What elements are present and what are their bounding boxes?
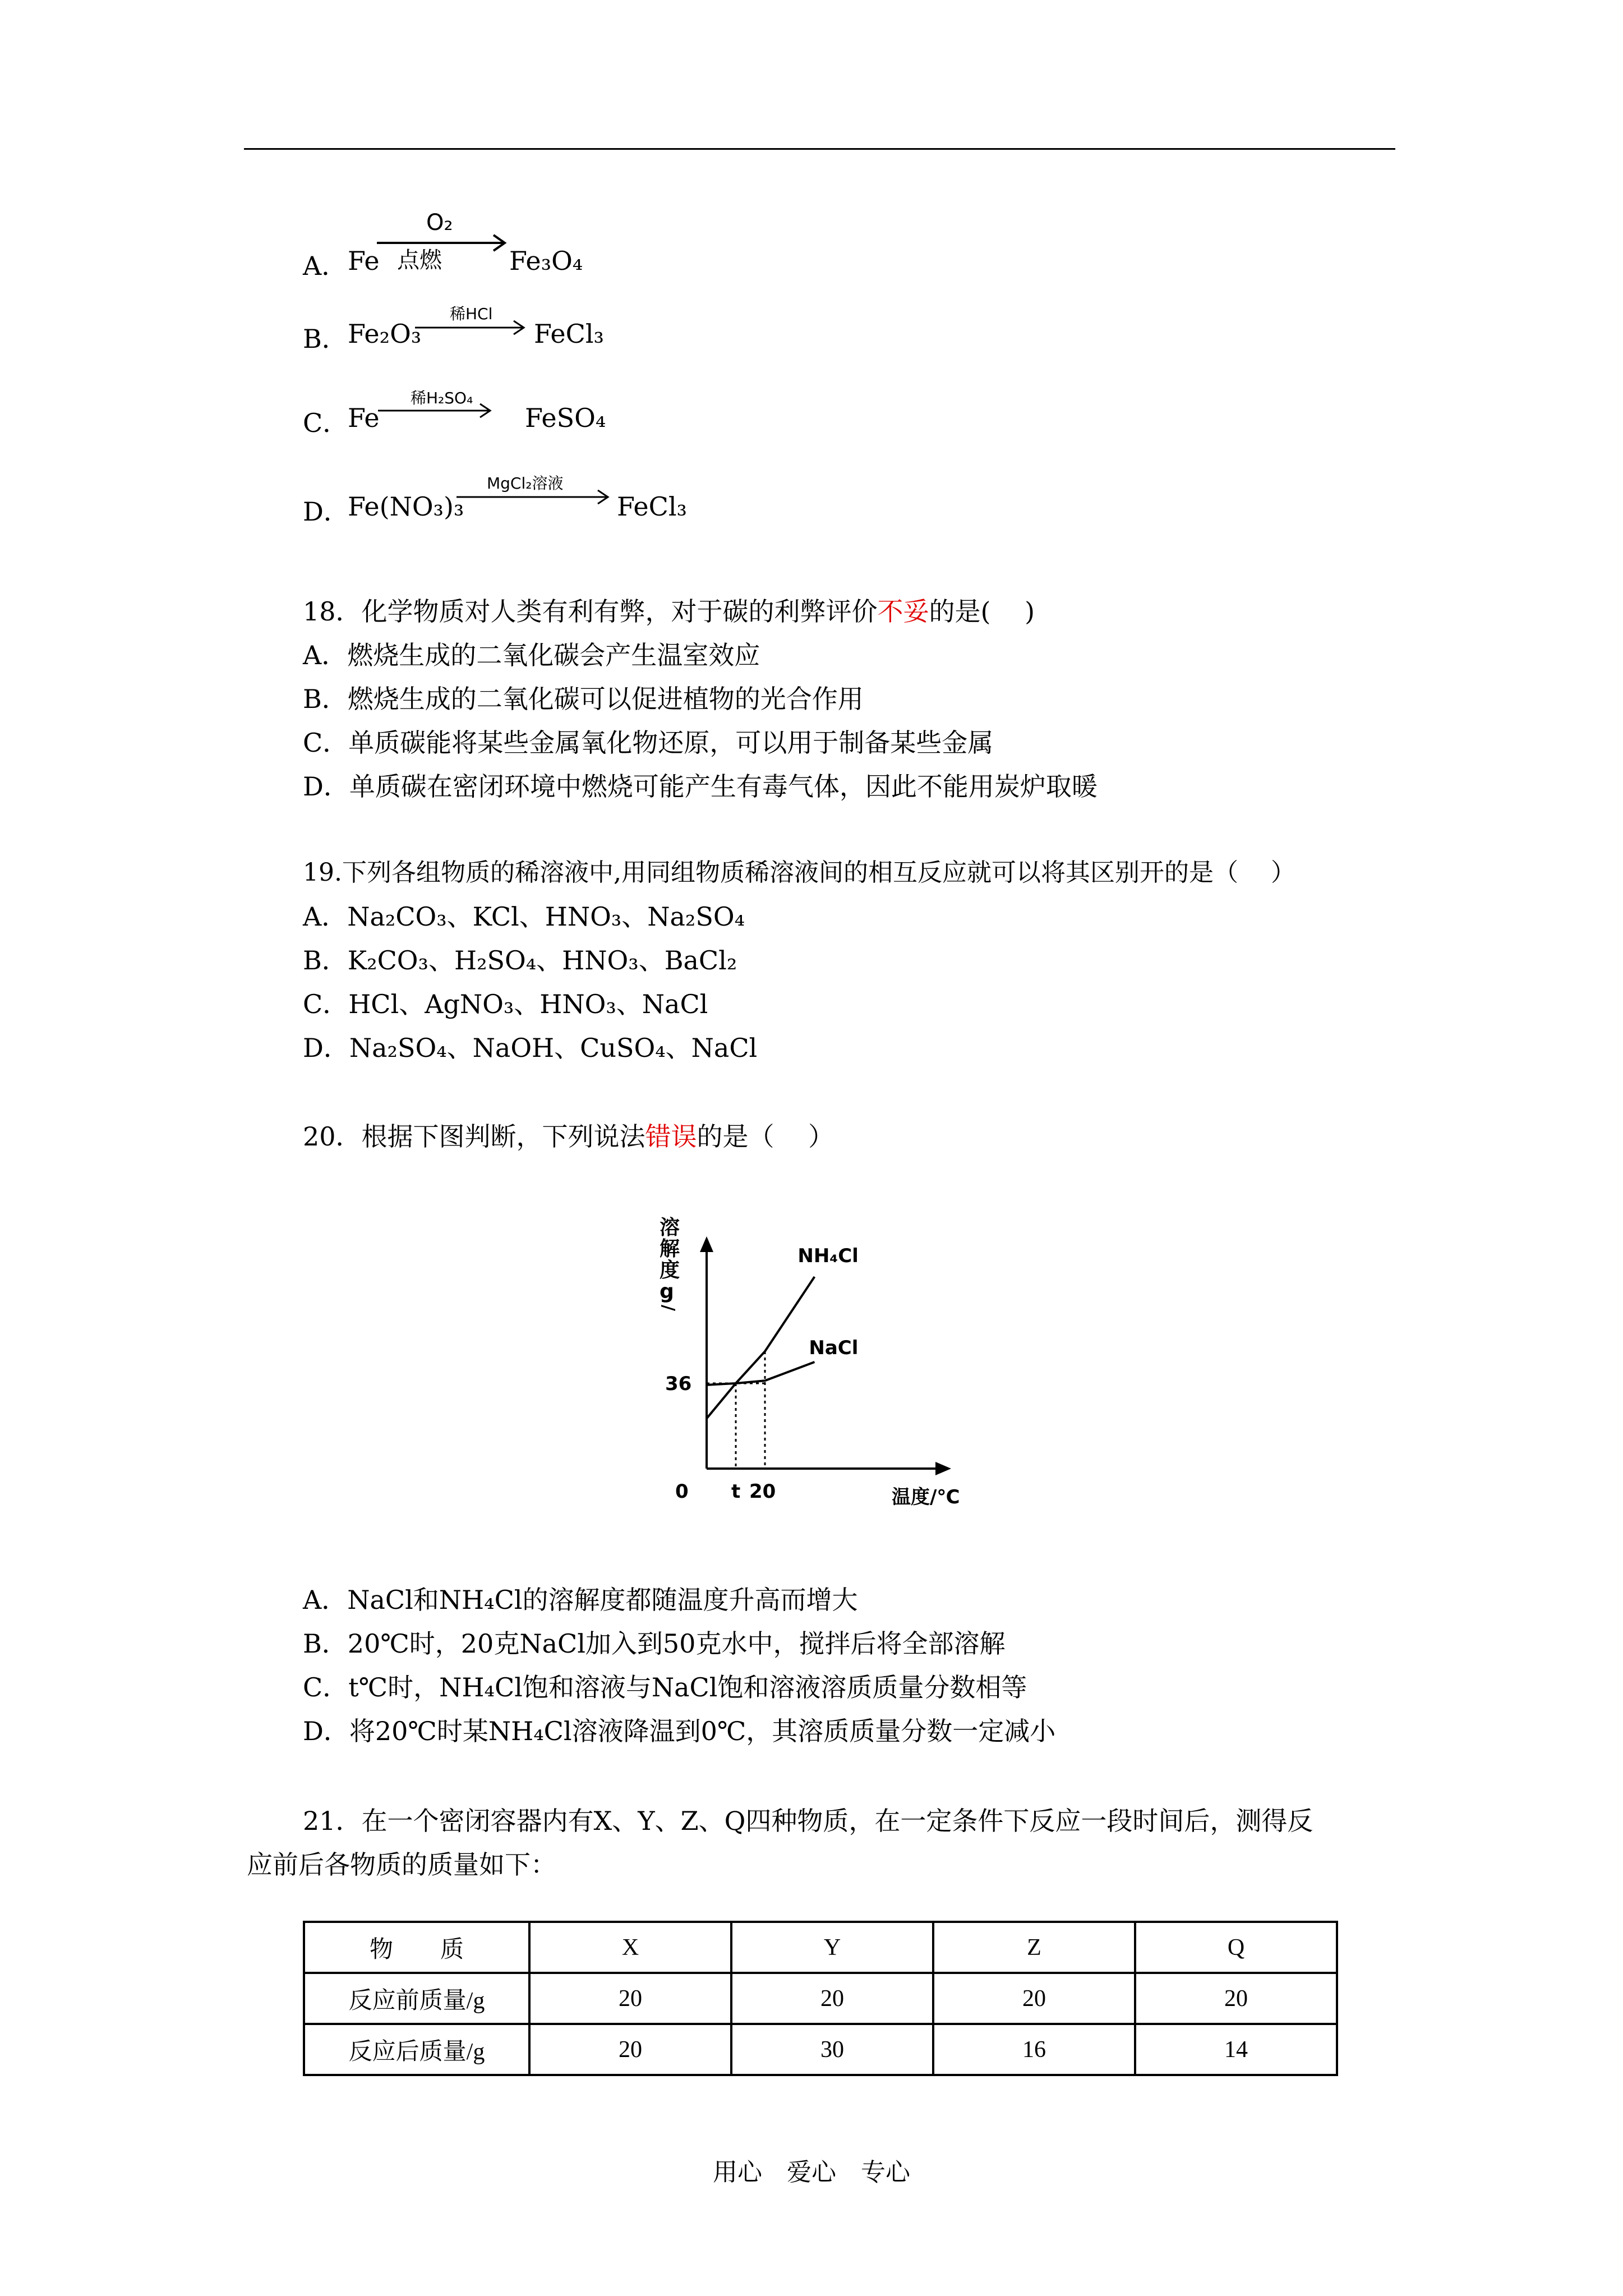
table-cell: 20 — [529, 1973, 731, 2024]
table-cell: 反应前质量/g — [304, 1973, 529, 2024]
header-rule — [244, 148, 1395, 150]
q18-option-a: A．燃烧生成的二氧化碳会产生温室效应 — [303, 640, 760, 670]
page-footer: 用心 爱心 专心 — [713, 2158, 910, 2187]
condition-above: 稀HCl — [450, 305, 493, 323]
y-axis-label-char: 度 — [660, 1259, 680, 1282]
y-axis-label-char: 解 — [660, 1237, 680, 1260]
q18-option-c: C．单质碳能将某些金属氧化物还原，可以用于制备某些金属 — [303, 728, 994, 758]
product: FeCl₃ — [617, 491, 687, 522]
table-row — [304, 2024, 1337, 2075]
x-axis-label: 温度/℃ — [892, 1486, 960, 1508]
y-axis-arrowhead — [700, 1236, 713, 1252]
table-header-row — [304, 1922, 1337, 1973]
reactant: Fe — [348, 403, 380, 433]
series-label-nacl: NaCl — [809, 1337, 859, 1359]
y-tick-label: 36 — [665, 1373, 692, 1395]
product: FeSO₄ — [525, 403, 606, 433]
q18-option-d: D．单质碳在密闭环境中燃烧可能产生有毒气体，因此不能用炭炉取暖 — [303, 771, 1098, 802]
stem-text: 18．化学物质对人类有利有弊，对于碳的利弊评价 — [303, 596, 878, 627]
table-header-cell: Y — [731, 1922, 933, 1973]
reaction-arrow — [413, 318, 527, 338]
table-header-cell: X — [529, 1922, 731, 1973]
table-cell: 20 — [933, 1973, 1135, 2024]
q19-option-d: D．Na₂SO₄、NaOH、CuSO₄、NaCl — [303, 1033, 758, 1063]
table-row — [304, 1973, 1337, 2024]
reaction-arrow — [375, 232, 509, 254]
q21-stem-line1: 21．在一个密闭容器内有X、Y、Z、Q四种物质，在一定条件下反应一段时间后，测得反 — [303, 1806, 1313, 1836]
table-header-cell: Z — [933, 1922, 1135, 1973]
emphasis-text: 错误 — [645, 1121, 697, 1152]
nacl-curve — [707, 1362, 814, 1385]
x-tick-label: t — [731, 1480, 741, 1503]
q20-option-b: B．20℃时，20克NaCl加入到50克水中，搅拌后将全部溶解 — [303, 1628, 1006, 1659]
table-cell: 20 — [529, 2024, 731, 2075]
stem-text-end: 的是（ ） — [697, 1121, 834, 1152]
option-letter: D． — [303, 496, 349, 527]
series-label-nh4cl: NH₄Cl — [797, 1245, 859, 1267]
reaction-arrow — [376, 401, 494, 421]
q19-stem: 19.下列各组物质的稀溶液中,用同组物质稀溶液间的相互反应就可以将其区别开的是（ ） — [303, 858, 1295, 887]
reactant: Fe(NO₃)₃ — [348, 491, 464, 522]
q21-stem-line2: 应前后各物质的质量如下： — [247, 1849, 556, 1880]
table-cell: 20 — [1135, 1973, 1337, 2024]
condition-above: MgCl₂溶液 — [487, 474, 564, 493]
table-cell: 14 — [1135, 2024, 1337, 2075]
product: Fe₃O₄ — [509, 246, 583, 276]
table-header-cell: 物 质 — [304, 1922, 529, 1973]
stem-text: 20．根据下图判断，下列说法 — [303, 1121, 645, 1152]
x-axis-arrowhead — [935, 1462, 951, 1475]
x-tick-label: 20 — [749, 1480, 776, 1503]
table-cell: 30 — [731, 2024, 933, 2075]
y-axis-label-char: g — [660, 1280, 674, 1303]
table-header-cell: Q — [1135, 1922, 1337, 1973]
condition-above: 稀H₂SO₄ — [411, 389, 473, 407]
table-cell: 16 — [933, 2024, 1135, 2075]
q18-option-b: B．燃烧生成的二氧化碳可以促进植物的光合作用 — [303, 684, 864, 714]
option-letter: A． — [303, 251, 348, 281]
q19-option-b: B．K₂CO₃、H₂SO₄、HNO₃、BaCl₂ — [303, 945, 737, 976]
emphasis-text: 不妥 — [877, 596, 929, 627]
option-letter: C． — [303, 408, 349, 438]
reactant: Fe — [348, 246, 380, 276]
q19-option-a: A．Na₂CO₃、KCl、HNO₃、Na₂SO₄ — [303, 901, 745, 932]
table-cell: 反应后质量/g — [304, 2024, 529, 2075]
solubility-chart — [628, 1212, 976, 1515]
y-axis-label-slash: / — [658, 1305, 678, 1311]
reactant: Fe₂O₃ — [348, 319, 422, 349]
q19-option-c: C．HCl、AgNO₃、HNO₃、NaCl — [303, 989, 708, 1019]
x-tick-label: 0 — [675, 1480, 689, 1503]
table-cell: 20 — [731, 1973, 933, 2024]
condition-below: 点燃 — [397, 247, 442, 273]
q20-option-d: D．将20℃时某NH₄Cl溶液降温到0℃，其溶质质量分数一定减小 — [303, 1716, 1056, 1746]
mass-table — [303, 1921, 1338, 2076]
q20-option-a: A．NaCl和NH₄Cl的溶解度都随温度升高而增大 — [303, 1585, 858, 1615]
reaction-arrow — [454, 487, 611, 507]
option-letter: B． — [303, 324, 348, 354]
product: FeCl₃ — [534, 319, 604, 349]
condition-above: O₂ — [426, 210, 453, 236]
q20-option-c: C．t℃时，NH₄Cl饱和溶液与NaCl饱和溶液溶质质量分数相等 — [303, 1672, 1027, 1703]
q20-stem — [303, 1120, 834, 1153]
y-axis-label-char: 溶 — [660, 1216, 680, 1239]
stem-text-end: 的是( ) — [929, 596, 1035, 627]
nh4cl-curve — [707, 1277, 814, 1419]
q18-stem — [303, 595, 1035, 628]
